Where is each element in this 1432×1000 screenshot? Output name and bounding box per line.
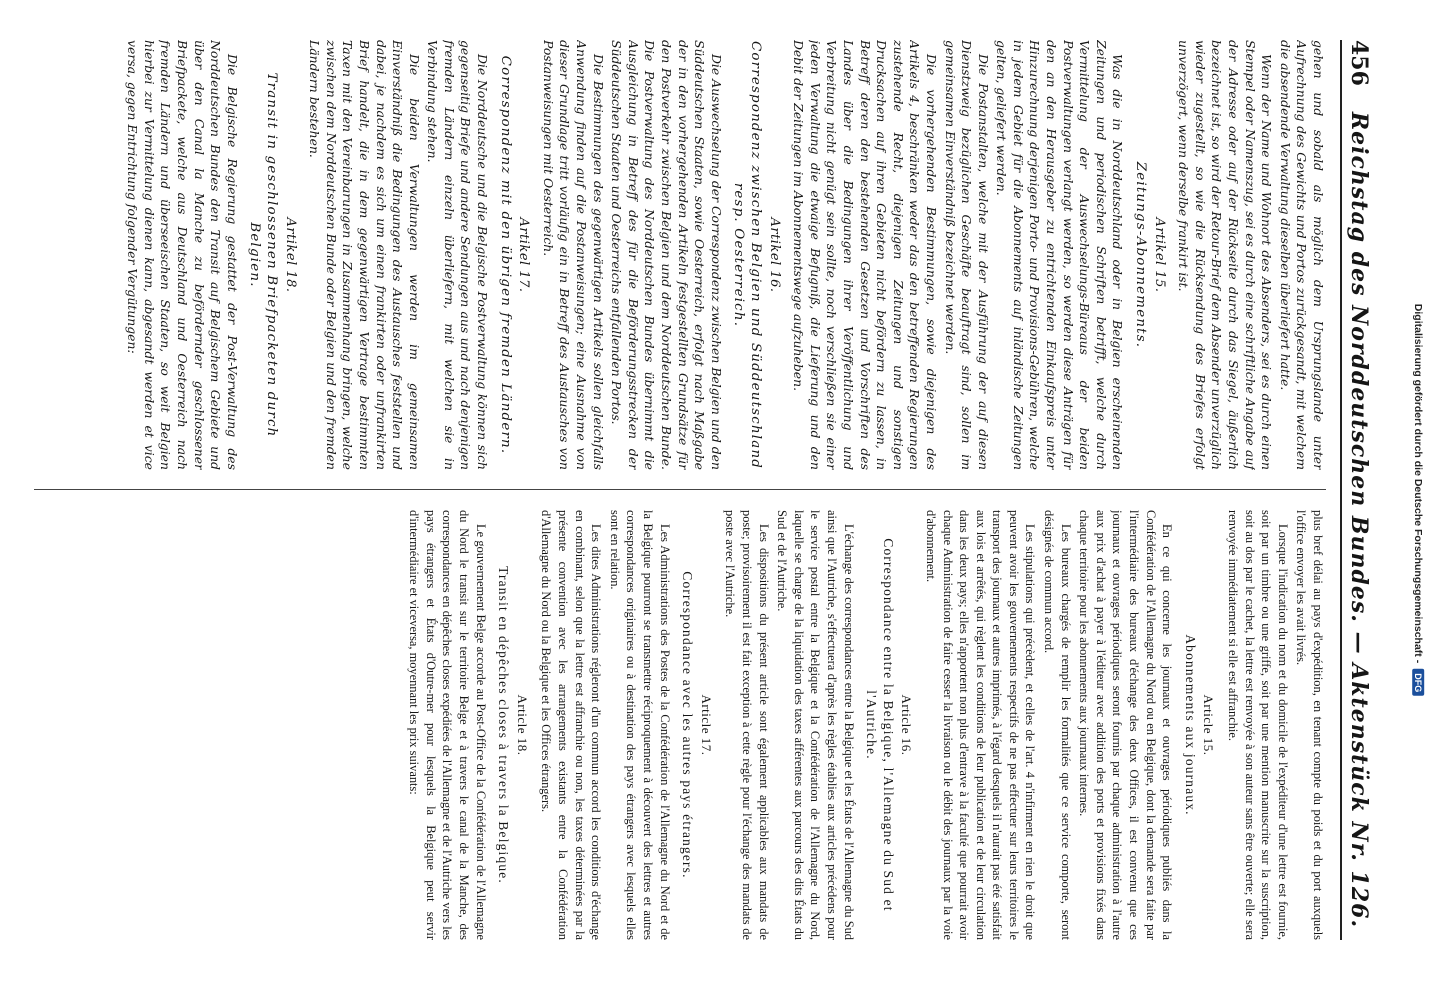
column-divider (34, 489, 1326, 490)
german-article-18-label: Artikel 18. (282, 217, 298, 293)
page-number: 456 (1346, 40, 1372, 86)
dfg-logo: DFG (1412, 669, 1424, 696)
running-head (1340, 40, 1376, 940)
french-paragraph: plus bref délai au pays d'expédition, en tenant compte du poids et du port auxquels l'office envoyer les avait livrés. (1294, 510, 1325, 940)
german-article-17-label: Artikel 17. (516, 217, 532, 293)
german-article-18-heading: Transit in geschlossenen Briefpacketen durch Belgien. (247, 72, 279, 438)
french-article-17-heading: Correspondance avec les autres pays étrangers. (680, 571, 696, 879)
german-paragraph: Die Norddeutsche und die Belgische Postverwaltung können sich gegenseitig Briefe und andere Sendungen aus und nach denjenigen fremden Ländern einzeln überliefern, mit welchen sie in Verbindung stehen. (425, 40, 491, 470)
german-paragraph: Wenn der Name und Wohnort des Absenders, sei es durch einen Stempel oder Namenszug, sei es durch eine schriftliche Angabe auf der Adresse oder auf der Rückseite durch das Siegel, äußerlich bezeichnet ist, so wird der Retour-Brief dem Absender unverzüglich wieder zugestellt, so wie die Rücksendung des Briefes erfolgt unverzögert, wenn derselbe frankirt ist. (1176, 40, 1275, 470)
german-paragraph: Die vorhergehenden Bestimmungen, sowie diejenigen des Artikels 4, beschränken weder das den betreffenden Regierungen zustehende Recht, diejenigen Zeitungen und sonstigen Drucksachen auf ihren Gebieten nicht befördern zu lassen, in Betreff deren den bestehenden Gesetzen und Vorschriften des Landes über die Bedingungen ihrer Veröffentlichung und Verbreitung nicht genügt sein sollte, noch verschließen sie einer jeden Verwaltung die etwaige Befugniß, die Lieferung und den Debit der Zeitungen im Abonnementswege aufzuheben. (791, 40, 939, 470)
french-paragraph: En ce qui concerne les journaux et ouvrages périodiques publiés dans la Confédération de l'Allemagne du Nord ou en Belgique, dont la demande sera faite par l'intermédiaire des bureaux d'échange des deux Offices, il est convenu que ces journaux et ouvrages périodiques seront fournis par chaque administration à l'autre aux prix d'achat à payer à l'éditeur avec addition des ports et provisions fixés dans chaque territoire pour les abonnements aux journaux internes. (1077, 510, 1175, 940)
french-paragraph: Les bureaux chargés de remplir les formalités que ce service comporte, seront désignés de commun accord. (1042, 510, 1073, 940)
french-article-16-label: Article 16. (899, 694, 915, 756)
german-article-15-heading: Zeitungs-Abonnements. (1133, 161, 1149, 349)
german-article-15-label: Artikel 15. (1151, 217, 1167, 293)
german-paragraph: Die beiden Verwaltungen werden im gemeinsamen Einverständniß die Bedingungen des Austausches feststellen und dabei, je nachdem es sich um einen frankirten oder unfrankirten Brief handelt, die in dem gegenwärtigen Vertrage bestimmten Taxen mit den Vereinbarungen in Zusammenhang bringen, welche zwischen dem Norddeutschen Bunde oder Belgien und den fremden Ländern bestehen. (307, 40, 422, 470)
journal-title: Reichstag des Norddeutschen Bundes. — Aktenstück Nr. 126. (1346, 111, 1372, 929)
credit-text: Digitalisierung gefördert durch die Deutsche Forschungsgemeinschaft - (1412, 303, 1425, 664)
german-paragraph: Die Bestimmungen des gegenwärtigen Artikels sollen gleichfalls Anwendung finden auf die Postanweisungen; eine Ausnahme von dieser Grundlage tritt vorläufig ein in Betreff des Austausches von Postanweisungen mit Oesterreich. (540, 40, 606, 470)
french-paragraph: Le gouvernement Belge accorde au Post-Office de la Confédération de l'Allemagne du Nord le transit sur le territoire Belge et à travers le canal de la Manche, des correspondances en dépêches closes expédiées de l'Allemagne et de l'Autriche vers les pays étrangers et États d'Outre-mer pour lesquels la Belgique peut servir d'intermédiaire et viceversa, moyennant les prix suivants: (407, 510, 488, 940)
digitization-credit (1406, 4, 1430, 996)
french-article-16-heading: Correspondance entre la Belgique, l'Allemagne du Sud et l'Autriche. (864, 538, 896, 912)
scanned-page (12, 10, 1402, 970)
french-article-15-heading: Abonnements aux journaux. (1182, 634, 1198, 816)
german-article-16-label: Artikel 16. (766, 217, 782, 293)
german-paragraph: Die Postanstalten, welche mit der Ausführung der auf diesen Dienstzweig bezüglichen Geschäfte beauftragt sind, sollen im gemeinsamen Einverständniß bezeichnet werden. (942, 40, 991, 470)
french-column (32, 510, 1326, 940)
german-paragraph: Was die in Norddeutschland oder in Belgien erscheinenden Zeitungen und periodischen Schriften betrifft, welche durch Vermittelung der Auswechselungs-Büreaus der beiden Postverwaltungen verlangt werden, so werden diese Anträgen für den an den Herausgeber zu entrichtenden Einkaufspreis unter Hinzurechnung derjenigen Porto- und Provisions-Gebühren, welche in jedem Gebiet für die Abonnements auf inländische Zeitungen gelten, geliefert werden. (994, 40, 1126, 470)
german-column (32, 40, 1326, 470)
german-article-16-heading: Correspondenz zwischen Belgien und Süddeutschland resp. Oesterreich. (731, 40, 763, 470)
french-paragraph: Les dites Administrations régleront d'un commun accord les conditions d'échange en combinant, selon que la lettre est affranchie ou non, les taxes déterminées par la présente convention avec les arrangements existants entre la Confédération d'Allemagne du Nord ou la Belgique et les Offices étrangers. (539, 510, 604, 940)
german-paragraph: gehen und sobald als möglich dem Ursprungslande unter Aufrechnung des Gewichts und Portos zurückgesandt, mit welchem die absendende Verwaltung dieselben überliefert hatte. (1277, 40, 1326, 470)
french-paragraph: Les Administrations des Postes de la Confédération de l'Allemagne du Nord et de la Belgique pourront se transmettre réciproquement à découvert des lettres et autres correspondances originaires ou à destination des pays étrangers avec lesquels elles sont en relation. (607, 510, 672, 940)
french-article-17-label: Article 17. (698, 694, 714, 756)
french-paragraph: Les stipulations qui précèdent, et celles de l'art. 4 n'infirment en rien le droit que peuvent avoir les gouvernements respectifs de ne pas effectuer sur leurs territoires le transport des journaux et autres imprimés, à l'égard desquels il n'aurait pas été satisfait aux lois et arrêtés, qui règlent les conditions de leur publication et de leur circulation dans les deux pays; elles n'apportent non plus d'entrave à la faculté que pourrait avoir chaque Administration de faire cesser la livraison ou le débit des journaux par la voie d'abonnement. (923, 510, 1038, 940)
german-article-17-heading: Correspondenz mit den übrigen fremden Ländern. (497, 55, 513, 455)
french-paragraph: Les dispositions du présent article sont également applicables aux mandats de poste; provisoirement il est fait exception à cette règle pour l'échange des mandats de poste avec l'Autriche. (723, 510, 771, 940)
french-paragraph: Lorsque l'indication du nom et du domicile de l'expéditeur d'une lettre est fournie, soit par un timbre ou une griffe, soit par une mention manuscrite sur la suscription, soit au dos par le cachet, la lettre est renvoyée à son auteur sans être ouverte; elle sera renvoyée immédiatement si elle est affranchie. (1226, 510, 1290, 940)
german-paragraph: Die Belgische Regierung gestattet der Post-Verwaltung des Norddeutschen Bundes den Transit auf Belgischem Gebiete und über den Canal la Manche zu befördernder geschlossener Briefpackete, welche aus Deutschland und Oesterreich nach fremden Ländern und überseeischen Staaten, so weit Belgien hierbei zur Vermittelung dienen kann, abgesandt werden et vice versa, gegen Entrichtung folgender Vergütungen: (125, 40, 240, 470)
french-article-15-label: Article 15. (1201, 694, 1217, 756)
french-article-18-label: Article 18. (514, 694, 530, 756)
german-paragraph: Die Auswechselung der Correspondenz zwischen Belgien und den Süddeutschen Staaten, sowie Oesterreich, erfolgt nach Maßgabe der in den vorhergehenden Artikeln festgestellten Grundsätze für den Postverkehr zwischen Belgien und dem Norddeutschen Bunde. Die Postverwaltung des Norddeutschen Bundes übernimmt die Ausgleichung in Betreff des für die Beförderungsstrecken der Süddeutschen Staaten und Oesterreichs entfallenden Portos. (609, 40, 724, 470)
french-paragraph: L'échange des correspondances entre la Belgique et les États de l'Allemagne du Sud ainsi que l'Autriche, s'effectuera d'après les règles établies aux articles précédens pour le service postal entre la Belgique et la Confédération de l'Allemagne du Nord, laquelle se charge de la liquidation des taxes afférentes aux parcours des dits États du Sud et de l'Autriche. (775, 510, 856, 940)
french-article-18-heading: Transit en dépêches closes à travers la Belgique. (496, 566, 512, 884)
